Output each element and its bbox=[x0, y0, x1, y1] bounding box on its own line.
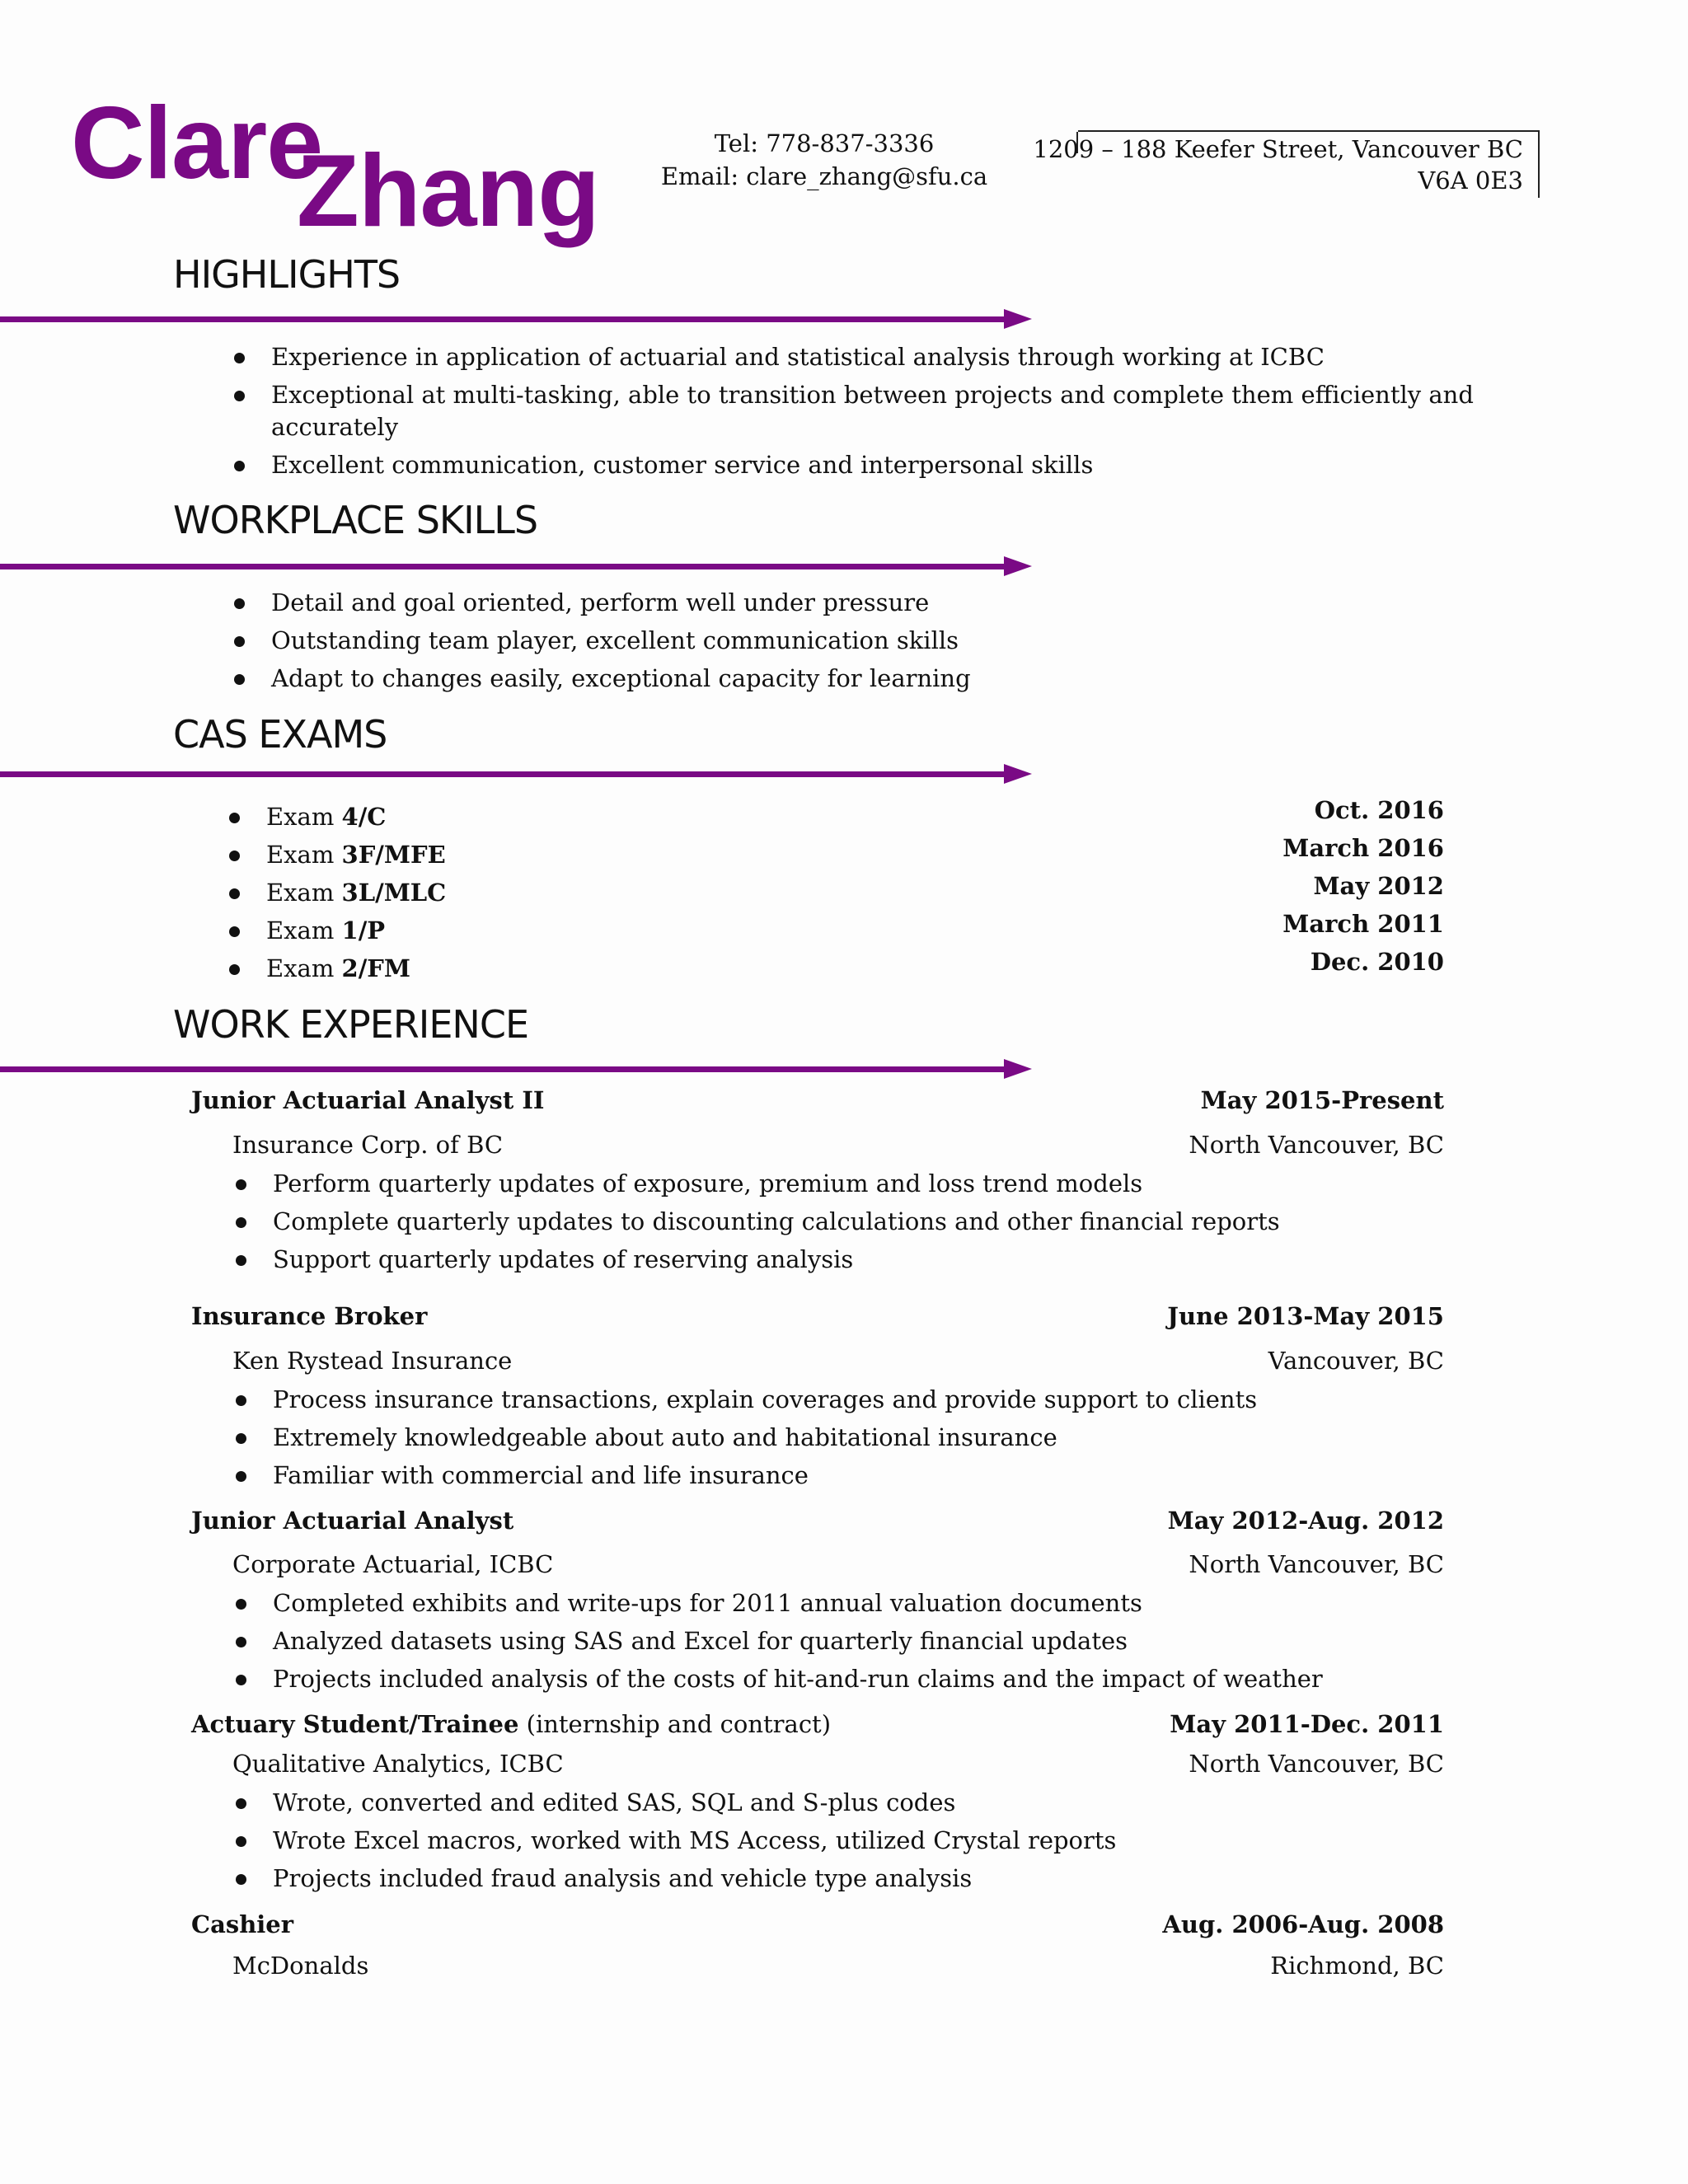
job-organization: Qualitative Analytics, ICBC bbox=[232, 1750, 564, 1778]
job-title: Junior Actuarial Analyst II bbox=[191, 1086, 545, 1114]
job-dates: Aug. 2006-Aug. 2008 bbox=[1162, 1910, 1444, 1938]
exam-date: May 2012 bbox=[1313, 872, 1444, 900]
contact-block bbox=[643, 127, 1006, 193]
job-location: Richmond, BC bbox=[1270, 1952, 1444, 1980]
exam-item: Exam 2/FM bbox=[266, 953, 410, 984]
job-title: Cashier bbox=[191, 1910, 294, 1938]
job-dates: May 2011-Dec. 2011 bbox=[1170, 1710, 1444, 1738]
job-organization: Insurance Corp. of BC bbox=[232, 1131, 504, 1159]
job-bullet: Extremely knowledgeable about auto and habitational insurance bbox=[273, 1422, 1057, 1453]
skill-item: Adapt to changes easily, exceptional capacity for learning bbox=[271, 663, 971, 694]
exam-item: Exam 1/P bbox=[266, 915, 385, 946]
section-title-exams: CAS EXAMS bbox=[173, 712, 387, 757]
highlight-item: Excellent communication, customer service and interpersonal skills bbox=[271, 449, 1093, 480]
job-bullet: Projects included analysis of the costs of hit-and-run claims and the impact of weather bbox=[273, 1663, 1323, 1694]
phone: Tel: 778-837-3336 bbox=[714, 129, 935, 157]
job-bullet: Analyzed datasets using SAS and Excel for quarterly financial updates bbox=[273, 1625, 1128, 1657]
section-title-highlights: HIGHLIGHTS bbox=[173, 252, 401, 297]
section-arrow-exams bbox=[0, 764, 1032, 784]
job-bullet: Wrote, converted and edited SAS, SQL and S-plus codes bbox=[273, 1787, 955, 1818]
job-organization: McDonalds bbox=[232, 1952, 369, 1980]
exam-date: March 2011 bbox=[1282, 910, 1444, 938]
highlight-item: Exceptional at multi-tasking, able to transition between projects and complete them efficiently and bbox=[271, 379, 1474, 410]
exam-date: March 2016 bbox=[1282, 834, 1444, 862]
address-box bbox=[1033, 130, 1540, 198]
exam-item: Exam 3F/MFE bbox=[266, 839, 446, 870]
section-arrow-experience bbox=[0, 1059, 1032, 1079]
exam-item: Exam 4/C bbox=[266, 801, 386, 832]
job-organization: Corporate Actuarial, ICBC bbox=[232, 1550, 554, 1578]
section-title-experience: WORK EXPERIENCE bbox=[173, 1002, 529, 1047]
exam-date: Oct. 2016 bbox=[1314, 796, 1444, 824]
skill-item: Detail and goal oriented, perform well under pressure bbox=[271, 587, 929, 618]
last-name: Zhang bbox=[297, 134, 599, 248]
section-title-skills: WORKPLACE SKILLS bbox=[173, 498, 538, 542]
job-location: North Vancouver, BC bbox=[1189, 1131, 1444, 1159]
section-arrow-skills bbox=[0, 556, 1032, 576]
email: Email: clare_zhang@sfu.ca bbox=[660, 162, 988, 190]
highlight-item: Experience in application of actuarial and statistical analysis through working at ICBC bbox=[271, 341, 1325, 373]
job-organization: Ken Rystead Insurance bbox=[232, 1347, 513, 1375]
section-arrow-highlights bbox=[0, 309, 1032, 329]
job-bullet: Perform quarterly updates of exposure, premium and loss trend models bbox=[273, 1168, 1142, 1199]
job-dates: June 2013-May 2015 bbox=[1167, 1302, 1444, 1330]
job-location: North Vancouver, BC bbox=[1189, 1550, 1444, 1578]
job-title: Actuary Student/Trainee (internship and contract) bbox=[191, 1710, 832, 1738]
job-bullet: Complete quarterly updates to discounting calculations and other financial reports bbox=[273, 1206, 1280, 1237]
skill-item: Outstanding team player, excellent communication skills bbox=[271, 625, 959, 656]
job-bullet: Process insurance transactions, explain coverages and provide support to clients bbox=[273, 1384, 1257, 1415]
job-bullet: Wrote Excel macros, worked with MS Access, utilized Crystal reports bbox=[273, 1825, 1116, 1856]
job-dates: May 2015-Present bbox=[1200, 1086, 1444, 1114]
address-line-1: 1209 – 188 Keefer Street, Vancouver BC bbox=[1033, 135, 1523, 163]
job-location: Vancouver, BC bbox=[1268, 1347, 1444, 1375]
exam-item: Exam 3L/MLC bbox=[266, 877, 446, 908]
job-title: Insurance Broker bbox=[191, 1302, 428, 1330]
job-bullet: Projects included fraud analysis and vehicle type analysis bbox=[273, 1863, 972, 1894]
job-location: North Vancouver, BC bbox=[1189, 1750, 1444, 1778]
job-title: Junior Actuarial Analyst bbox=[191, 1507, 514, 1535]
first-name: Clare bbox=[71, 87, 323, 200]
highlight-item-continued: accurately bbox=[271, 413, 399, 441]
exam-date: Dec. 2010 bbox=[1310, 948, 1444, 976]
job-dates: May 2012-Aug. 2012 bbox=[1167, 1507, 1444, 1535]
address-line-2: V6A 0E3 bbox=[1418, 166, 1523, 194]
job-bullet: Support quarterly updates of reserving analysis bbox=[273, 1244, 853, 1275]
job-bullet: Completed exhibits and write-ups for 2011 annual valuation documents bbox=[273, 1587, 1142, 1619]
job-bullet: Familiar with commercial and life insurance bbox=[273, 1460, 809, 1491]
